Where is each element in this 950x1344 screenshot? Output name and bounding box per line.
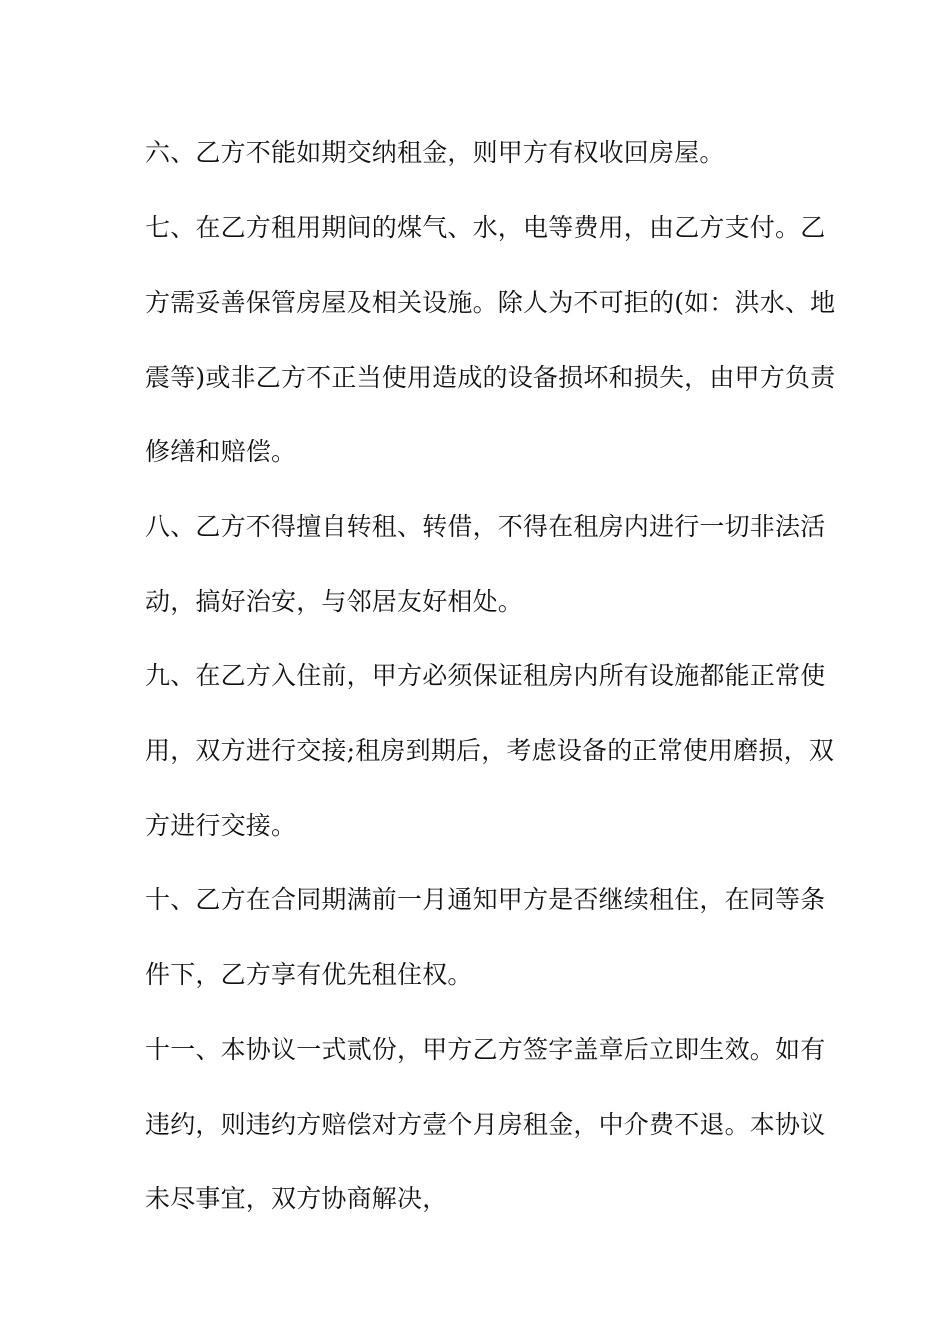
- text-line: 用，双方进行交接;租房到期后，考虑设备的正常使用磨损，双: [145, 736, 835, 765]
- text-line: 修缮和赔偿。: [145, 437, 297, 466]
- text-line: 十、乙方在合同期满前一月通知甲方是否继续租住，在同等条: [145, 885, 826, 914]
- text-line: 十一、本协议一式贰份，甲方乙方签字盖章后立即生效。如有: [145, 1035, 826, 1064]
- text-line: 震等)或非乙方不正当使用造成的设备损坏和损失，由甲方负责: [145, 363, 836, 392]
- text-line: 件下，乙方享有优先租住权。: [145, 960, 473, 989]
- text-line: 未尽事宜，双方协商解决，: [145, 1184, 448, 1213]
- text-line: 违约，则违约方赔偿对方壹个月房租金，中介费不退。本协议: [145, 1110, 826, 1139]
- text-line: 方需妥善保管房屋及相关设施。除人为不可拒的(如：洪水、地: [145, 288, 836, 317]
- text-line: 九、在乙方入住前，甲方必须保证租房内所有设施都能正常使: [145, 661, 826, 690]
- text-line: 七、在乙方租用期间的煤气、水，电等费用，由乙方支付。乙: [145, 213, 826, 242]
- text-line: 六、乙方不能如期交纳租金，则甲方有权收回房屋。: [145, 138, 725, 167]
- text-line: 八、乙方不得擅自转租、转借，不得在租房内进行一切非法活: [145, 512, 826, 541]
- text-line: 动，搞好治安，与邻居友好相处。: [145, 587, 524, 616]
- text-line: 方进行交接。: [145, 811, 297, 840]
